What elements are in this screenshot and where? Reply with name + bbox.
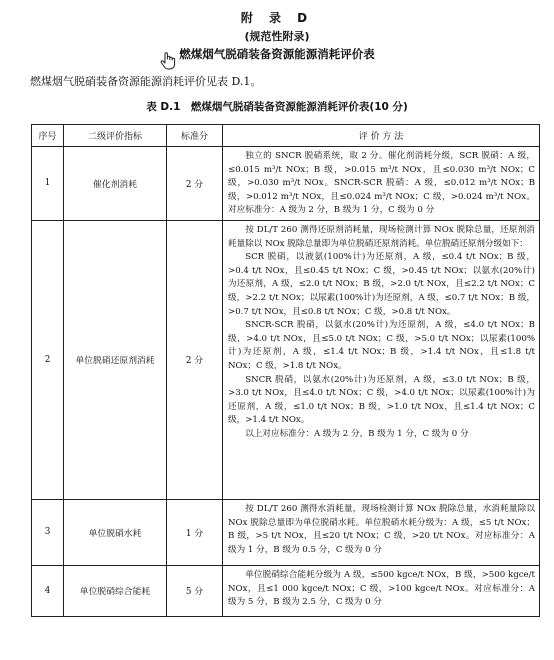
row-method xyxy=(223,147,540,221)
row-method xyxy=(223,565,540,616)
method-paragraph: SNCR-SCR 脱硝，以氨水(20%计)为还原剂，A 级，≤4.0 t/t NOx；B 级，>4.0 t/t NOx，且≤5.0 t/t NOx；C 级，>5.0 t/t NOx；以尿素(100%计)为还原剂，A 级，≤1.4 t/t NOx；B 级，>1.4 t/t NOx，且≤1.8 t/t NOx；C 级，>1.8 t/t NOx。 xyxy=(228,320,535,371)
normative-label: (规范性附录) xyxy=(244,30,310,43)
evaluation-table xyxy=(31,124,540,617)
row-number: 1 xyxy=(32,147,64,221)
method-paragraph: 以上对应标准分：A 级为 2 分，B 级为 1 分，C 级为 0 分 xyxy=(245,428,469,439)
row-number: 4 xyxy=(32,565,64,616)
table-caption: 表 D.1 燃煤烟气脱硝装备资源能源消耗评价表(10 分) xyxy=(146,101,408,113)
column-header-score: 标准分 xyxy=(167,125,223,147)
method-paragraph: SCR 脱硝，以液氨(100%计)为还原剂，A 级，≤0.4 t/t NOx；B 级，>0.4 t/t NOx，且≤0.45 t/t NOx；C 级，>0.45 t/t NOx；以氨水(20%计)为还原剂，A 级，≤2.0 t/t NOx；B 级，>2.0 t/t NOx，且≤2.2 t/t NOx；C 级，>2.2 t/t NOx；以尿素(100%计)为还原剂，A 级，≤0.7 t/t NOx；B 级，>0.7 t/t NOx，且≤0.8 t/t NOx；C 级，>0.8 t/t NOx。 xyxy=(228,252,535,317)
column-header-indicator: 二级评价指标 xyxy=(64,125,167,147)
table-header-row xyxy=(32,125,540,147)
row-indicator: 催化剂消耗 xyxy=(64,147,167,221)
intro-text: 燃煤烟气脱硝装备资源能源消耗评价见表 D.1。 xyxy=(30,75,262,88)
row-method xyxy=(223,220,540,499)
row-indicator: 单位脱硝综合能耗 xyxy=(64,565,167,616)
row-score: 2 分 xyxy=(167,220,223,499)
method-paragraph: 按 DL/T 260 测得还原剂消耗量，现场检测计算 NOx 脱除总量，还原剂消耗量除以 NOx 脱除总量即为单位脱硝还原剂消耗。单位脱硝还原剂分级如下： xyxy=(228,224,535,249)
column-header-method: 评 价 方 法 xyxy=(223,125,540,147)
row-number: 3 xyxy=(32,499,64,565)
row-indicator: 单位脱硝还原剂消耗 xyxy=(64,220,167,499)
row-method xyxy=(223,499,540,565)
method-paragraph: SNCR 脱硝，以氨水(20%计)为还原剂，A 级，≤3.0 t/t NOx；B 级，>3.0 t/t NOx，且≤4.0 t/t NOx；C 级，>4.0 t/t NOx；以尿素(100%计)为还原剂，A 级，≤1.0 t/t NOx；B 级，>1.0 t/t NOx，且≤1.4 t/t NOx；C 级，>1.4 t/t NOx。 xyxy=(228,374,535,426)
hand-cursor-icon xyxy=(159,51,177,71)
appendix-title: 附 录 D xyxy=(240,11,314,25)
page-title: 燃煤烟气脱硝装备资源能源消耗评价表 xyxy=(179,47,375,61)
column-header-no: 序号 xyxy=(32,125,64,147)
method-paragraph: 独立的 SNCR 脱硝系统，取 2 分。催化剂消耗分级，SCR 脱硝：A 级，≤0.015 m³/t NOx；B 级，>0.015 m³/t NOx，且≤0.030 m³/t NOx；C 级，>0.030 m³/t NOx。SNCR-SCR 脱硝：A 级，≤0.012 m³/t NOx；B 级，>0.012 m³/t NOx，且≤0.024 m³/t NOx；C 级，>0.024 m³/t NOx。对应标准分：A 级为 2 分，B 级为 1 分，C 级为 0 分 xyxy=(228,151,535,216)
row-number: 2 xyxy=(32,220,64,499)
table-row xyxy=(32,499,540,565)
table-row xyxy=(32,147,540,221)
method-paragraph: 按 DL/T 260 测得水消耗量，现场检测计算 NOx 脱除总量，水消耗量除以 NOx 脱除总量即为单位脱硝水耗。单位脱硝水耗分级为：A 级，≤5 t/t NOx；B 级，>5 t/t NOx，且≤20 t/t NOx；C 级，>20 t/t NOx。对应标准分：A 级为 1 分，B 级为 0.5 分，C 级为 0 分 xyxy=(228,503,535,555)
row-score: 2 分 xyxy=(167,147,223,221)
method-paragraph: 单位脱硝综合能耗分级为 A 级，≤500 kgce/t NOx，B 级，>500 kgce/t NOx，且≤1 000 kgce/t NOx；C 级，>100 kgce/t NOx。对应标准分：A 级为 5 分，B 级为 2.5 分，C 级为 0 分 xyxy=(228,569,535,608)
table-row xyxy=(32,565,540,616)
table-row xyxy=(32,220,540,499)
row-score: 1 分 xyxy=(167,499,223,565)
row-score: 5 分 xyxy=(167,565,223,616)
row-indicator: 单位脱硝水耗 xyxy=(64,499,167,565)
